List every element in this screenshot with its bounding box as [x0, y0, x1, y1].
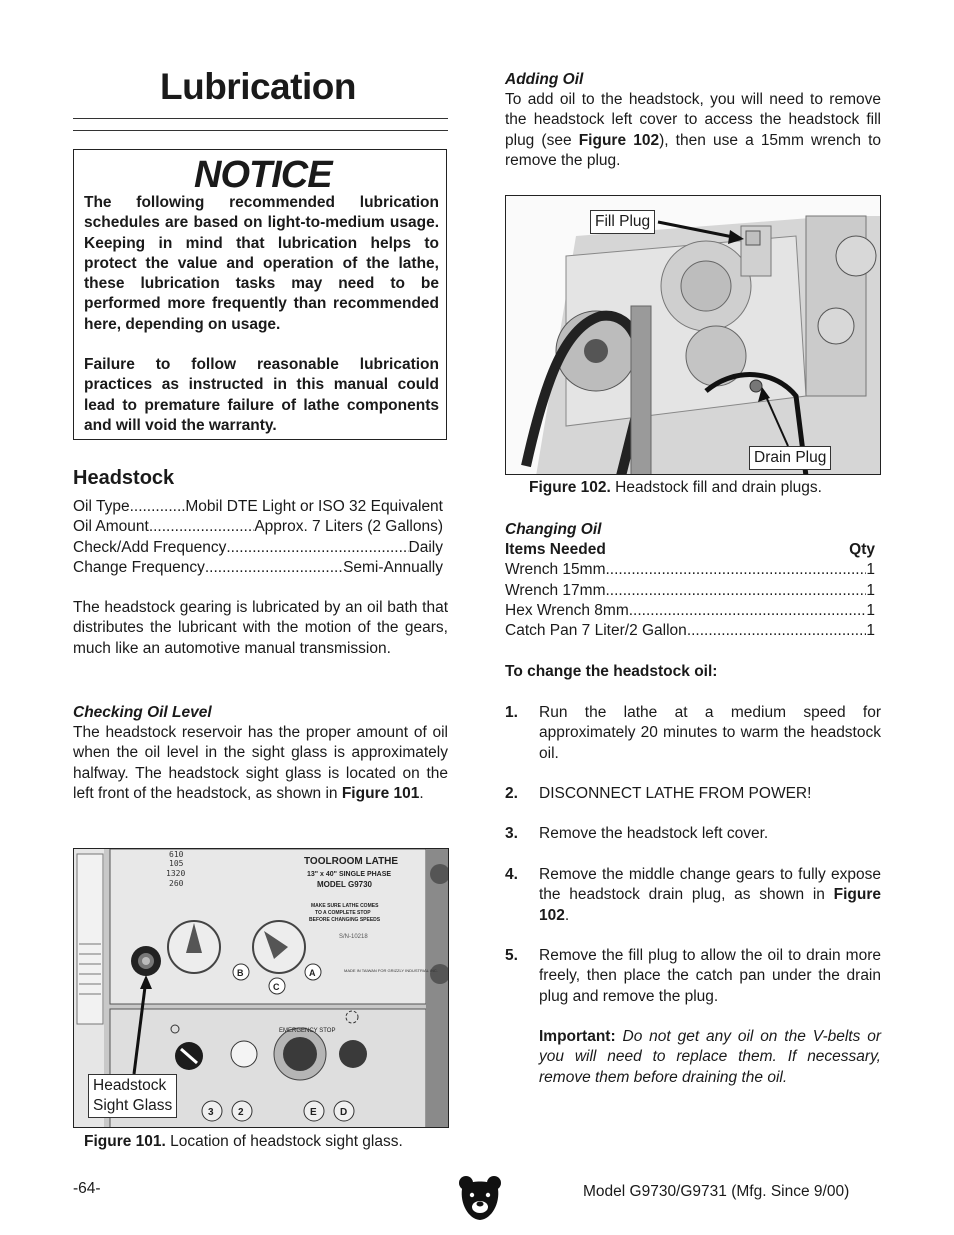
drain-plug-label: Drain Plug [749, 446, 831, 470]
dial-letter: A [309, 968, 316, 978]
headstock-specs [73, 497, 443, 578]
figure-102-image [505, 195, 881, 475]
step-number: 5. [505, 947, 518, 964]
fill-plug-label: Fill Plug [590, 210, 655, 234]
item-row [505, 601, 875, 621]
headstock-intro: The headstock gearing is lubricated by an oil bath that distributes the lubricant with the motion of the gears, much like an automotive manual transmission. [73, 599, 448, 657]
plate-subtitle: 13" x 40" SINGLE PHASE [307, 871, 392, 878]
sight-glass-label [88, 1074, 177, 1118]
procedure-heading: To change the headstock oil: [505, 663, 718, 680]
speed-label: 105 [169, 859, 184, 868]
plate-warning: MAKE SURE LATHE COMES [311, 903, 379, 909]
step-item [505, 784, 881, 804]
page-number: -64- [73, 1180, 101, 1197]
changing-oil-heading: Changing Oil [505, 521, 602, 538]
figure-102-caption [529, 479, 822, 497]
stop-label: EMERGENCY STOP [279, 1028, 336, 1034]
sight-glass-label-line1: Headstock [93, 1077, 167, 1094]
spec-value: Semi-Annually [343, 558, 443, 576]
spec-leader [226, 538, 408, 558]
step-text: DISCONNECT LATHE FROM POWER! [539, 785, 812, 802]
qty-header: Qty [849, 541, 875, 558]
spec-leader [149, 517, 255, 537]
step-item [505, 703, 881, 764]
important-body: Do not get any oil on the V-belts or you will need to replace them. If necessary, remove them before draining the oil. [539, 1028, 881, 1086]
page-title: Lubrication [160, 66, 356, 107]
title-rule-bottom [73, 130, 448, 131]
important-label: Important: [539, 1028, 616, 1045]
notice-box [73, 149, 447, 440]
plate-warning: BEFORE CHANGING SPEEDS [309, 917, 381, 923]
item-name: Catch Pan 7 Liter/2 Gallon [505, 622, 687, 640]
checking-end: . [419, 784, 424, 802]
item-leader [606, 560, 867, 580]
notice-paragraph-1: The following recommended lubrication schedules are based on light-to-medium usage. Keeping in mind that lubrication helps to protect the value and operation of the lathe, these lubrication tasks may need to be performed more frequently than recommended here, depending on usage. [84, 194, 439, 333]
step-item [505, 824, 881, 844]
model-footer: Model G9730/G9731 (Mfg. Since 9/00) [583, 1183, 850, 1200]
step-text [539, 865, 881, 926]
caption-text: Headstock fill and drain plugs. [615, 479, 822, 496]
button-label: D [340, 1107, 348, 1118]
step-number: 2. [505, 785, 518, 802]
adding-oil-text [505, 90, 881, 171]
step-text: Remove the headstock left cover. [539, 825, 769, 842]
adding-text-end: ), then use a 15mm wrench to remove the plug. [505, 131, 882, 169]
item-row [505, 581, 875, 601]
item-name: Hex Wrench 8mm [505, 601, 629, 619]
important-note [505, 1027, 881, 1088]
spec-row [73, 497, 443, 517]
item-row [505, 560, 875, 580]
spec-row [73, 517, 443, 537]
item-qty: 1 [866, 622, 875, 640]
button-label: 2 [238, 1107, 244, 1118]
headstock-plugs-illustration [506, 196, 881, 475]
item-qty: 1 [866, 601, 875, 619]
spec-leader [130, 497, 186, 517]
caption-text: Location of headstock sight glass. [170, 1133, 403, 1150]
item-leader [629, 601, 867, 621]
step-text: Remove the fill plug to allow the oil to drain more freely, then place the catch pan under the drain plug and remove the plug. [539, 947, 881, 1005]
items-needed-table [505, 540, 875, 641]
plate-warning: TO A COMPLETE STOP [315, 910, 371, 916]
caption-label: Figure 101. [84, 1133, 166, 1150]
step-text: Run the lathe at a medium speed for approximately 20 minutes to warm the headstock oil. [539, 704, 881, 762]
item-row [505, 621, 875, 641]
dial-letter: B [237, 968, 244, 978]
figure-reference: Figure 102 [578, 131, 660, 149]
speed-label: 610 [169, 850, 184, 859]
title-rule-top [73, 118, 448, 119]
notice-paragraph-2: Failure to follow reasonable lubrication practices as instructed in this manual could lead to premature failure of lathe components and will void the warranty. [84, 356, 439, 434]
checking-oil-heading: Checking Oil Level [73, 704, 212, 721]
spec-leader [205, 558, 343, 578]
spec-row [73, 558, 443, 578]
item-qty: 1 [866, 581, 875, 599]
headstock-heading: Headstock [73, 467, 175, 489]
step-text-body: Remove the middle change gears to fully expose the headstock drain plug, as shown in [539, 866, 881, 904]
notice-text [84, 193, 439, 456]
spec-value: Approx. 7 Liters (2 Gallons) [254, 518, 443, 536]
item-leader [687, 621, 867, 641]
step-number: 1. [505, 704, 518, 721]
step-item [505, 946, 881, 1007]
items-header-row [505, 540, 875, 560]
sight-glass-label-line2: Sight Glass [93, 1097, 173, 1114]
step-number: 4. [505, 866, 518, 883]
spec-key: Oil Type [73, 498, 130, 515]
plate-serial: S/N-10218 [339, 934, 368, 940]
adding-oil-heading: Adding Oil [505, 71, 584, 88]
checking-text: The headstock reservoir has the proper amount of oil when the oil level in the sight glass is approximately halfway. The headstock sight glass is located on the left front of the headstock, as shown in [73, 724, 448, 802]
spec-key: Oil Amount [73, 518, 149, 536]
button-label: E [310, 1107, 317, 1118]
caption-label: Figure 102. [529, 479, 611, 496]
spec-row [73, 538, 443, 558]
figure-reference: Figure 102 [539, 886, 881, 924]
plate-title: TOOLROOM LATHE [304, 856, 399, 867]
notice-title: NOTICE [194, 154, 332, 196]
figure-101-caption [84, 1133, 403, 1151]
spec-value: Mobil DTE Light or ISO 32 Equivalent [185, 498, 443, 515]
step-item [505, 865, 881, 926]
item-leader [606, 581, 867, 601]
important-text [539, 1027, 881, 1088]
item-name: Wrench 15mm [505, 561, 606, 579]
spec-key: Change Frequency [73, 558, 205, 576]
spec-key: Check/Add Frequency [73, 538, 227, 556]
item-qty: 1 [866, 561, 875, 579]
adding-text: To add oil to the headstock, you will need to remove the headstock left cover to access the headstock fill plug (see [505, 91, 881, 149]
plate-made-in: MADE IN TAIWAN FOR GRIZZLY INDUSTRIAL INC. [344, 968, 438, 973]
step-text-end: . [564, 906, 570, 924]
checking-oil-text [73, 723, 448, 804]
figure-101-image [73, 848, 449, 1128]
item-name: Wrench 17mm [505, 581, 606, 599]
spec-value: Daily [408, 538, 443, 556]
plate-model: MODEL G9730 [317, 880, 372, 889]
figure-reference: Figure 101 [341, 784, 420, 802]
dial-letter: C [273, 982, 280, 992]
bear-logo-icon [458, 1175, 502, 1221]
button-label: 3 [208, 1107, 214, 1118]
items-header: Items Needed [505, 541, 606, 558]
step-number: 3. [505, 825, 518, 842]
speed-label: 260 [169, 879, 184, 888]
speed-label: 1320 [166, 869, 186, 878]
